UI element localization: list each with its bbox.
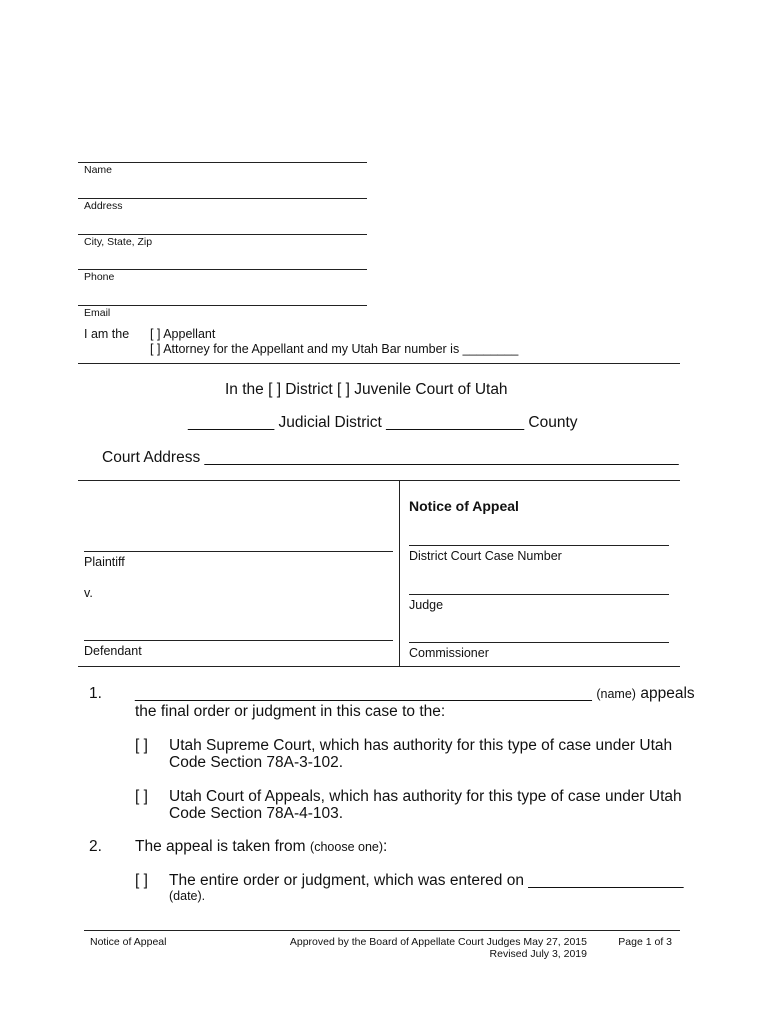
name-hint: (name) — [596, 687, 636, 701]
address-label: Address — [84, 200, 123, 212]
footer-divider — [84, 930, 680, 931]
versus-label: v. — [84, 586, 93, 600]
plaintiff-line[interactable] — [84, 551, 393, 552]
commissioner-label: Commissioner — [409, 646, 489, 660]
footer-form-name: Notice of Appeal — [90, 936, 167, 948]
city-state-zip-label: City, State, Zip — [84, 236, 153, 248]
item-1-line-2: the final order or judgment in this case to the: — [135, 703, 446, 720]
header-divider — [78, 363, 680, 364]
appellant-checkbox[interactable]: [ ] Appellant — [150, 327, 216, 341]
case-number-line[interactable] — [409, 545, 669, 546]
defendant-line[interactable] — [84, 640, 393, 641]
appeals-word: appeals — [640, 685, 695, 702]
appellant-name-line[interactable] — [135, 685, 695, 703]
date-hint: (date). — [169, 889, 206, 903]
court-address[interactable]: Court Address _______________________________________________________ — [102, 449, 679, 466]
attorney-checkbox[interactable]: [ ] Attorney for the Appellant and my Utah Bar number is ________ — [150, 342, 519, 356]
plaintiff-label: Plaintiff — [84, 555, 125, 569]
item-2-line — [135, 838, 387, 856]
phone-label: Phone — [84, 271, 115, 283]
city-state-zip-line[interactable] — [78, 234, 367, 235]
caption-divider — [399, 480, 400, 666]
supreme-court-text-2: Code Section 78A-3-102. — [169, 754, 344, 771]
footer-page-number: Page 1 of 3 — [618, 936, 672, 948]
court-of-appeals-text-1: Utah Court of Appeals, which has authority for this type of case under Utah — [169, 788, 682, 805]
court-of-appeals-text-2: Code Section 78A-4-103. — [169, 805, 344, 822]
entire-order-checkbox[interactable]: [ ] — [135, 872, 148, 889]
item-2-number: 2. — [89, 838, 102, 855]
defendant-label: Defendant — [84, 644, 142, 658]
item-2-colon: : — [383, 838, 388, 855]
address-line[interactable] — [78, 198, 367, 199]
footer-approved: Approved by the Board of Appellate Court Judges May 27, 2015 — [289, 936, 587, 948]
court-of-appeals-checkbox[interactable]: [ ] — [135, 788, 148, 805]
case-number-label: District Court Case Number — [409, 549, 562, 563]
item-1-number: 1. — [89, 685, 102, 702]
name-label: Name — [84, 164, 113, 176]
phone-line[interactable] — [78, 269, 367, 270]
supreme-court-checkbox[interactable]: [ ] — [135, 737, 148, 754]
choose-one-hint: (choose one) — [310, 840, 384, 854]
form-title: Notice of Appeal — [409, 498, 519, 514]
i-am-the-label: I am the — [84, 327, 130, 341]
caption-top-border — [78, 480, 680, 481]
judge-label: Judge — [409, 598, 444, 612]
commissioner-line[interactable] — [409, 642, 669, 643]
email-line[interactable] — [78, 305, 367, 306]
court-line-1[interactable]: In the [ ] District [ ] Juvenile Court of Utah — [225, 381, 508, 398]
judge-line[interactable] — [409, 594, 669, 595]
name-line[interactable] — [78, 162, 367, 163]
appellant-name-blank[interactable]: _____________________________________________________ — [135, 685, 592, 702]
caption-bottom-border — [78, 666, 680, 667]
court-line-2[interactable]: __________ Judicial District ________________ County — [188, 414, 578, 431]
item-2-text: The appeal is taken from — [135, 838, 306, 855]
footer-revised: Revised July 3, 2019 — [489, 948, 587, 960]
supreme-court-text-1: Utah Supreme Court, which has authority for this type of case under Utah — [169, 737, 673, 754]
entire-order-text[interactable]: The entire order or judgment, which was entered on __________________ — [169, 872, 684, 889]
email-label: Email — [84, 307, 111, 319]
